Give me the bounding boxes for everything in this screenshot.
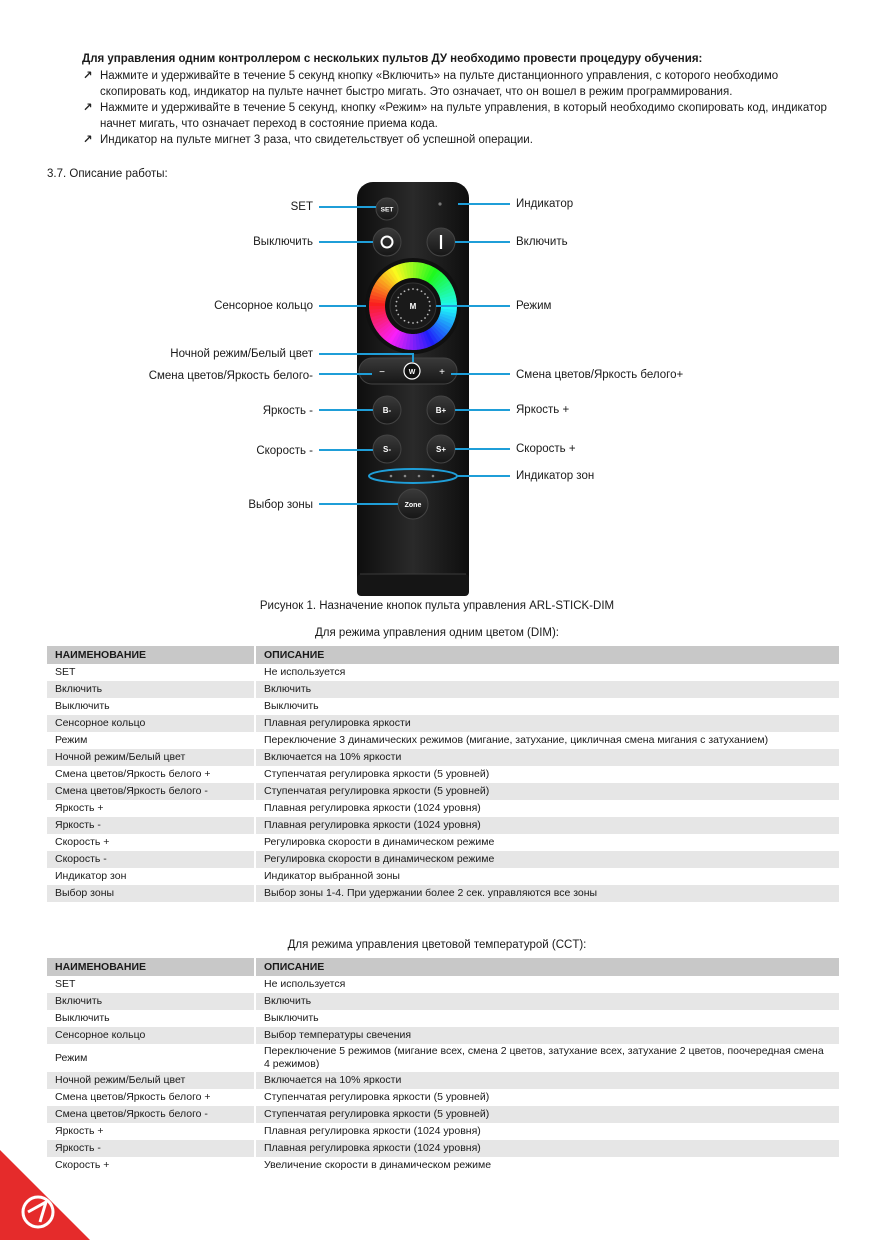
zone-led (390, 475, 393, 478)
cell-description: Выбор зоны 1-4. При удержании более 2 сек. управляются все зоны (255, 885, 839, 902)
label-touch-ring: Сенсорное кольцо (214, 300, 313, 312)
ring-segment (384, 283, 386, 286)
ring-segment (380, 321, 382, 324)
cell-description: Ступенчатая регулировка яркости (5 уровней) (255, 1106, 839, 1123)
ring-segment (440, 327, 442, 330)
ring-segment (445, 318, 446, 321)
table-row (47, 851, 839, 868)
ring-segment (444, 288, 446, 291)
table-row (47, 1123, 839, 1140)
cell-description: Ступенчатая регулировка яркости (5 уровней) (264, 1091, 490, 1103)
ring-segment (404, 270, 408, 271)
table-row (47, 1072, 839, 1089)
indicator-led (438, 202, 441, 205)
ring-segment (395, 337, 398, 339)
mode-tick (424, 293, 426, 295)
remote-illustration (0, 178, 874, 598)
ring-segment (397, 338, 400, 339)
table-row (47, 715, 839, 732)
ring-segment (382, 285, 384, 288)
speed-minus-label: S- (383, 445, 391, 454)
remote-bottom-cap (357, 574, 469, 596)
cell-description: Включить (255, 681, 839, 698)
off-button[interactable] (373, 228, 401, 256)
ring-segment (436, 331, 439, 333)
ring-segment (401, 271, 404, 272)
ring-segment (425, 339, 428, 340)
ring-segment (390, 276, 393, 278)
ring-segment (403, 341, 407, 342)
zone-led (404, 475, 407, 478)
zone-led (418, 475, 421, 478)
cell-description: Выключить (264, 700, 319, 712)
table-row (47, 976, 839, 993)
cell-name: Выбор зоны (47, 885, 255, 902)
intro-step (82, 132, 842, 148)
mode-tick (395, 305, 397, 307)
intro-heading: Для управления одним контроллером с нескольких пультов ДУ необходимо провести процедуру обучения: (82, 53, 703, 65)
table-row (47, 834, 839, 851)
cell-name: Скорость + (47, 834, 255, 851)
cct-table-title: Для режима управления цветовой температурой (CCT): (287, 939, 587, 951)
mode-tick (400, 317, 402, 319)
cell-name: Смена цветов/Яркость белого - (47, 783, 255, 800)
zone-led (432, 475, 435, 478)
ring-segment (398, 272, 401, 273)
cell-name: Режим (47, 732, 255, 749)
ring-segment (388, 278, 391, 280)
cell-description: Индикатор выбранной зоны (264, 870, 400, 882)
ring-segment (447, 294, 448, 297)
cell-description: Переключение 3 динамических режимов (мигание, затухание, цикличная смена мигания с затуханием) (264, 734, 769, 746)
label-on: Включить (516, 236, 568, 248)
table-row (47, 885, 839, 902)
intro-section (82, 51, 842, 148)
ring-segment (385, 280, 387, 283)
set-button-label: SET (380, 206, 394, 214)
table-row (47, 1010, 839, 1027)
ring-segment (385, 329, 387, 332)
table-row (47, 1157, 839, 1174)
label-speed-plus: Скорость + (516, 443, 576, 455)
ring-segment (446, 291, 447, 294)
mode-tick (424, 317, 426, 319)
ring-segment (448, 312, 449, 316)
label-zone-select: Выбор зоны (248, 499, 313, 511)
cell-description: Плавная регулировка яркости (1024 уровня) (264, 1125, 481, 1137)
table-row (47, 766, 839, 783)
mode-tick (397, 314, 399, 316)
ring-segment (382, 324, 384, 327)
ring-segment (378, 315, 379, 318)
ring-segment (395, 273, 398, 275)
label-brightness-plus: Яркость + (516, 404, 570, 416)
cell-name: SET (47, 664, 255, 681)
label-speed-minus: Скорость - (256, 445, 313, 457)
cell-name: Смена цветов/Яркость белого + (47, 766, 255, 783)
mode-tick (427, 297, 429, 299)
speed-plus-label: S+ (435, 445, 447, 454)
cell-name: Смена цветов/Яркость белого - (47, 1106, 255, 1123)
ring-segment (447, 315, 448, 318)
intro-step-text: Нажмите и удерживайте в течение 5 секунд, кнопку «Режим» на пульте управления, в который необходимо скопировать код, индикатор начнет мигать, что означает переход в состояние приема кода. (100, 102, 827, 130)
column-header-name: НАИМЕНОВАНИЕ (47, 958, 255, 976)
table-row (47, 993, 839, 1010)
ring-segment (392, 275, 395, 277)
ring-segment (380, 288, 382, 291)
zone-button-label: Zone (404, 502, 422, 509)
cell-description: Переключение 5 режимов (мигание всех, смена 2 цветов, затухание всех, затухание 2 цветов, поочередная смена 4 режимов) (264, 1045, 824, 1070)
label-color-minus: Смена цветов/Яркость белого- (148, 370, 313, 382)
cell-description: Увеличение скорости в динамическом режиме (264, 1159, 492, 1171)
ring-segment (422, 271, 425, 272)
table-row (47, 817, 839, 834)
cell-description: Не используется (264, 978, 346, 990)
cell-name: Яркость + (47, 800, 255, 817)
white-button-label: W (408, 369, 416, 376)
cell-name: Сенсорное кольцо (47, 1027, 255, 1044)
intro-step-text: Индикатор на пульте мигнет 3 раза, что свидетельствует об успешной операции. (100, 134, 533, 146)
section-title: 3.7. Описание работы: (47, 168, 168, 180)
cell-description: Регулировка скорости в динамическом режиме (255, 851, 839, 868)
cell-description: Выбор температуры свечения (255, 1027, 839, 1044)
label-indicator: Индикатор (516, 198, 574, 210)
table-row (47, 698, 839, 715)
intro-step (82, 68, 842, 100)
cell-description: Включается на 10% яркости (255, 1072, 839, 1089)
table-row (47, 681, 839, 698)
mode-tick (429, 305, 431, 307)
label-night-mode: Ночной режим/Белый цвет (170, 348, 313, 360)
figure-caption: Рисунок 1. Назначение кнопок пульта управления ARL-STICK-DIM (259, 600, 615, 612)
ring-segment (383, 326, 385, 329)
label-set: SET (290, 201, 313, 213)
mode-tick (421, 320, 423, 322)
color-minus-button[interactable]: − (379, 367, 385, 378)
mode-tick (412, 288, 414, 290)
label-zone-indicator: Индикатор зон (516, 470, 595, 482)
cell-name: Смена цветов/Яркость белого + (47, 1089, 255, 1106)
cell-name: Выключить (47, 698, 255, 715)
cell-description: Плавная регулировка яркости (1024 уровня) (255, 817, 839, 834)
mode-tick (396, 301, 398, 303)
mode-tick (404, 290, 406, 292)
label-color-plus: Смена цветов/Яркость белого+ (516, 369, 684, 381)
cell-description: Не используется (264, 666, 346, 678)
cell-name: Ночной режим/Белый цвет (47, 1072, 255, 1089)
mode-tick (416, 289, 418, 291)
table-row (47, 664, 839, 681)
cell-description: Плавная регулировка яркости (255, 715, 839, 732)
cell-description: Выключить (264, 1012, 319, 1024)
intro-step-text: Нажмите и удерживайте в течение 5 секунд кнопку «Включить» на пульте дистанционного управления, с которого необходимо скопировать код, индикатор на пульте начнет быстро мигать. Это означает, что он вошел в режим программирования. (100, 70, 779, 98)
table-row (47, 732, 839, 749)
table-header-row (47, 646, 839, 664)
column-header-name: НАИМЕНОВАНИЕ (47, 646, 255, 664)
arrow-bullet-icon: ↗ (83, 70, 93, 82)
remote-diagram (0, 178, 874, 598)
cell-name: Включить (47, 993, 255, 1010)
cell-name: Ночной режим/Белый цвет (47, 749, 255, 766)
ring-segment (434, 277, 437, 279)
arrow-bullet-icon: ↗ (83, 102, 93, 114)
arrow-bullet-icon: ↗ (83, 134, 93, 146)
cell-description: Регулировка скорости в динамическом режиме (264, 836, 495, 848)
cell-description: Плавная регулировка яркости (1024 уровня) (264, 802, 481, 814)
column-header-description: ОПИСАНИЕ (255, 646, 839, 664)
mode-tick (397, 297, 399, 299)
ring-segment (442, 324, 444, 327)
cell-name: Яркость - (47, 817, 255, 834)
table-row (47, 1027, 839, 1044)
brightness-plus-label: B+ (435, 406, 447, 415)
cell-description: Плавная регулировка яркости (1024 уровня) (255, 1140, 839, 1157)
ring-segment (428, 273, 431, 275)
mode-tick (404, 320, 406, 322)
ring-segment (431, 275, 434, 277)
ring-segment (448, 297, 449, 301)
ring-segment (379, 318, 380, 321)
ring-segment (390, 333, 393, 335)
mode-button-label: M (409, 302, 417, 311)
color-plus-button[interactable]: + (439, 367, 445, 378)
cell-name: Скорость - (47, 851, 255, 868)
intro-steps (82, 68, 842, 148)
table-row (47, 783, 839, 800)
ring-segment (419, 271, 423, 272)
mode-tick (421, 290, 423, 292)
cell-description: Включается на 10% яркости (255, 749, 839, 766)
cell-name: Включить (47, 681, 255, 698)
mode-tick (396, 309, 398, 311)
ring-segment (438, 329, 440, 332)
cell-name: Яркость - (47, 1140, 255, 1157)
table-row (47, 749, 839, 766)
cell-name: Яркость + (47, 1123, 255, 1140)
label-brightness-minus: Яркость - (262, 405, 313, 417)
ring-segment (377, 312, 378, 316)
brightness-minus-label: B- (382, 406, 392, 415)
mode-tick (427, 314, 429, 316)
ring-segment (422, 340, 425, 341)
cell-name: Сенсорное кольцо (47, 715, 255, 732)
ring-segment (392, 335, 395, 337)
ring-segment (433, 334, 436, 336)
mode-tick (408, 289, 410, 291)
cell-description: Ступенчатая регулировка яркости (5 уровней) (264, 768, 490, 780)
cct-spec-table (47, 958, 839, 1174)
ring-segment (387, 331, 390, 333)
table-row (47, 1089, 839, 1106)
ring-segment (379, 290, 380, 293)
cell-description: Включить (255, 993, 839, 1010)
mode-tick (400, 293, 402, 295)
label-off: Выключить (253, 236, 313, 248)
intro-step (82, 100, 842, 132)
table-header-row (47, 958, 839, 976)
ring-segment (441, 283, 443, 286)
label-mode: Режим (516, 300, 552, 312)
table-row (47, 1044, 839, 1072)
cell-name: Индикатор зон (47, 868, 255, 885)
brand-corner-logo (0, 1150, 90, 1240)
cell-name: Режим (47, 1044, 255, 1072)
ring-segment (442, 285, 444, 288)
mode-tick (429, 301, 431, 303)
dim-table-title: Для режима управления одним цветом (DIM): (315, 627, 559, 639)
table-row (47, 1106, 839, 1123)
mode-tick (416, 322, 418, 324)
cell-name: SET (47, 976, 255, 993)
cell-name: Скорость + (47, 1157, 255, 1174)
ring-segment (378, 293, 379, 296)
mode-tick (408, 322, 410, 324)
ring-segment (378, 296, 379, 300)
mode-tick (412, 322, 414, 324)
table-row (47, 868, 839, 885)
ring-segment (428, 337, 431, 339)
table-row (47, 1140, 839, 1157)
column-header-description: ОПИСАНИЕ (255, 958, 839, 976)
ring-segment (400, 340, 403, 341)
ring-segment (438, 281, 440, 284)
ring-segment (436, 278, 439, 280)
dim-spec-table (47, 646, 839, 902)
ring-segment (431, 335, 434, 337)
ring-segment (425, 272, 428, 273)
cell-name: Выключить (47, 1010, 255, 1027)
ring-segment (419, 341, 423, 342)
mode-tick (429, 309, 431, 311)
cell-description: Ступенчатая регулировка яркости (5 уровней) (255, 783, 839, 800)
ring-segment (444, 321, 446, 324)
table-row (47, 800, 839, 817)
